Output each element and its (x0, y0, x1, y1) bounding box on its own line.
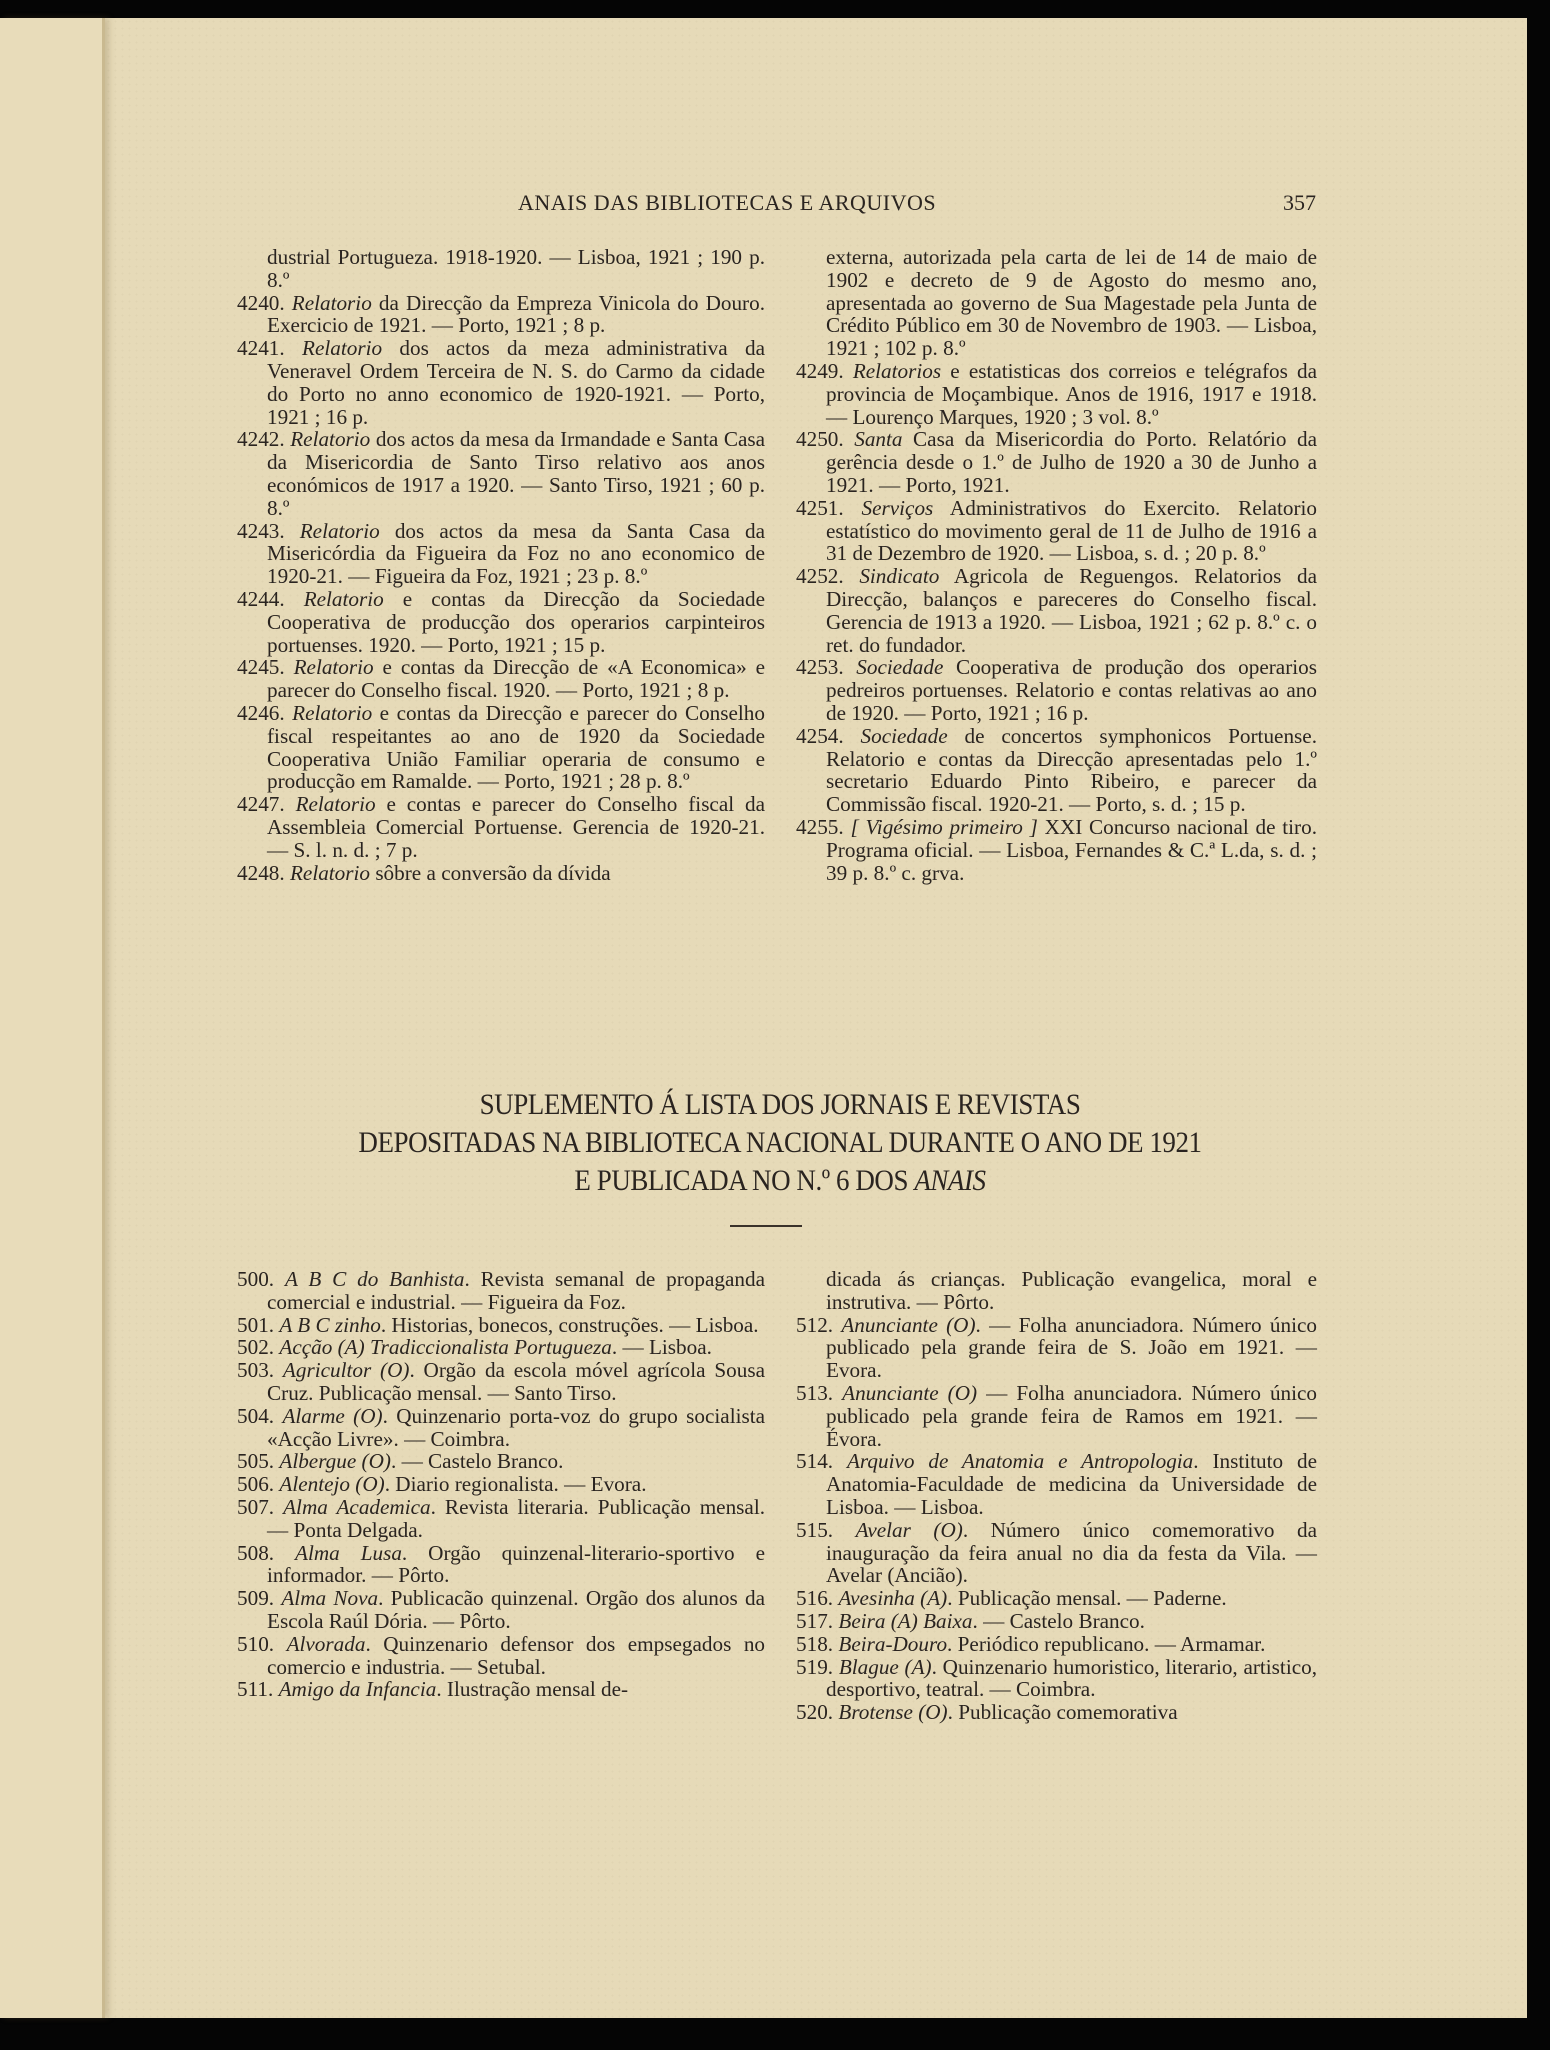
entry-number: 511. (237, 1677, 274, 1702)
entry-title: Arquivo de Anatomia e Antropologia (846, 1449, 1194, 1474)
bibliography-entry (237, 1678, 765, 1701)
entry-title: Relatorio (292, 700, 373, 725)
section-heading-anais: ANAIS (914, 1164, 986, 1197)
entry-title: Alvorada (286, 1631, 366, 1656)
entry-text: externa, autorizada pela carta de lei de 14 de maio de 1902 e decreto de 9 de Agosto do mesmo ano, apresentada ao governo de Sua Magestade pela Junta de Crédito Público em 30 de Novembro de 1903. — Lisboa, 1921 ; 102 p. 8.º (826, 245, 1317, 361)
entry-text: . Publicacão quinzenal. Orgão dos alunos da Escola Raúl Dória. — Pôrto. (267, 1586, 765, 1633)
entry-title: Alma Lusa (295, 1540, 402, 1565)
section-heading (285, 1086, 1275, 1200)
entry-title: Serviços (861, 495, 934, 520)
entry-text: . Revista literaria. Publicação mensal. — Ponta Delgada. (267, 1494, 766, 1542)
entry-text: . Publicação comemorativa (947, 1700, 1178, 1725)
section-divider (730, 1225, 802, 1227)
entry-title: Alma Nova (281, 1586, 379, 1611)
section-heading-line-3 (285, 1162, 1275, 1200)
entry-number: 501. (237, 1312, 275, 1337)
entry-text: — Folha anunciadora. Número único publicado pela grande feira de Ramos em 1921. — Évora. (826, 1380, 1318, 1451)
bibliography-entry (237, 520, 765, 588)
bibliography-entry (796, 1587, 1317, 1610)
entry-number: 510. (237, 1631, 275, 1656)
entry-text: . Quinzenario porta-voz do grupo socialista «Acção Livre». — Coimbra. (267, 1403, 765, 1451)
bibliography-entry (796, 1701, 1317, 1724)
entry-text: . Quinzenario humoristico, literario, artistico, desportivo, teatral. — Coimbra. (826, 1654, 1317, 1702)
bibliography-entry (237, 1359, 765, 1405)
entry-text: Casa da Misericordia do Porto. Relatório da gerência desde o 1.º de Julho de 1920 a 30 de Junho a 1921. — Porto, 1921. (826, 427, 1317, 497)
entry-text: . Periódico republicano. — Armamar. (947, 1631, 1266, 1656)
entry-text: . Historias, bonecos, construções. — Lisboa. (380, 1312, 759, 1337)
bibliography-entry (237, 337, 765, 428)
entry-number: 4243. (237, 518, 285, 543)
section-heading-line-3-text: E PUBLICADA NO N.º 6 DOS (574, 1164, 915, 1197)
entry-text: XXI Concurso nacional de tiro. Programa oficial. — Lisboa, Fernandes & C.ª L.da, s. d. ; 39 p. 8.º c. grva. (826, 814, 1318, 885)
entry-title: Agricultor (O) (282, 1358, 410, 1383)
entry-text: . Orgão da escola móvel agrícola Sousa Cruz. Publicação mensal. — Santo Tirso. (267, 1358, 765, 1405)
section-heading-line-1: SUPLEMENTO Á LISTA DOS JORNAIS E REVISTAS (479, 1088, 1081, 1121)
entry-text: e contas da Direcção e parecer do Conselho fiscal respeitantes ao ano de 1920 da Sociedade Cooperativa União Familiar operaria de consumo e producção em Ramalde. — Porto, 1921 ; 28 p. 8.º (267, 700, 765, 794)
entry-number: 520. (796, 1700, 834, 1725)
entry-text: . Revista semanal de propaganda comercial e industrial. — Figueira da Foz. (267, 1267, 765, 1314)
entry-number: 4246. (237, 700, 285, 725)
bibliography-entry (796, 360, 1317, 428)
entry-title: Relatorio (295, 792, 376, 817)
entry-title: Santa (854, 427, 903, 452)
entry-title: Avelar (O) (855, 1517, 963, 1542)
entry-number: 4247. (237, 792, 285, 817)
entry-text: de concertos symphonicos Portuense. Relatorio e contas da Direcção apresentadas pelo 1.º secretario Eduardo Pinto Ribeiro, e parecer da Commissão fiscal. 1920-21. — Porto, s. d. ; 15 p. (826, 723, 1317, 817)
entry-number: 512. (796, 1312, 834, 1337)
bibliography-entry (237, 656, 765, 702)
entry-title: A B C zinho (279, 1312, 381, 1337)
running-header (0, 190, 1527, 220)
entry-number: 4240. (237, 290, 285, 315)
entry-number: 4255. (796, 814, 844, 839)
entry-text: . Quinzenario defensor dos empsegados no comercio e industria. — Setubal. (267, 1631, 766, 1679)
entry-text: dustrial Portugueza. 1918-1920. — Lisboa, 1921 ; 190 p. 8.º (267, 245, 765, 292)
entry-text: . Instituto de Anatomia-Faculdade de medicina da Universidade de Lisboa. — Lisboa. (826, 1449, 1317, 1519)
bibliography-entry (796, 1450, 1317, 1518)
entry-text: sôbre a conversão da dívida (370, 860, 611, 885)
entry-title: A B C do Banhista (284, 1267, 465, 1291)
entry-title: Sociedade (856, 655, 944, 680)
bibliography-entry (237, 1473, 765, 1496)
bibliography-entry (796, 816, 1317, 884)
entry-title: Anunciante (O) (842, 1380, 978, 1405)
entry-title: Brotense (O) (838, 1700, 948, 1725)
bibliography-entry (796, 1656, 1317, 1702)
page-number: 357 (1283, 190, 1316, 215)
entry-title: Blague (A) (838, 1654, 932, 1679)
bibliography-entry (237, 588, 765, 656)
bibliography-entry (796, 1382, 1317, 1450)
bibliography-entry-continuation (796, 1268, 1317, 1314)
running-title: ANAIS DAS BIBLIOTECAS E ARQUIVOS (518, 190, 937, 215)
entry-text: . Número único comemorativo da inauguração da feira anual no dia da festa da Vila. — Avelar (Ancião). (826, 1517, 1318, 1588)
entry-title: Alentejo (O) (279, 1472, 385, 1497)
bibliography-entry (796, 1519, 1317, 1587)
bibliography-entry (237, 1405, 765, 1451)
entry-text: . Ilustração mensal de- (436, 1677, 629, 1702)
bibliography-entry (237, 1450, 765, 1473)
entry-text: e contas da Direcção da Sociedade Cooperativa de producção dos operarios carpinteiros portuenses. 1920. — Porto, 1921 ; 15 p. (267, 586, 765, 657)
entry-text: dos actos da meza administrativa da Veneravel Ordem Terceira de N. S. do Carmo da cidade do Porto no anno economico de 1920-1921. — Porto, 1921 ; 16 p. (267, 336, 765, 429)
entry-title: Alma Academica (283, 1494, 431, 1519)
entry-title: Beira (A) Baixa (838, 1608, 973, 1633)
entry-number: 516. (796, 1586, 834, 1611)
previous-page-edge (0, 18, 105, 2018)
top-left-column (237, 246, 765, 884)
entry-title: Acção (A) Tradiccionalista Portugueza (279, 1335, 612, 1360)
bibliography-entry (237, 1633, 765, 1679)
entry-text: dos actos da mesa da Santa Casa da Misericórdia da Figueira da Foz no ano economico de 1920-21. — Figueira da Foz, 1921 ; 23 p. 8.º (267, 518, 765, 589)
entry-number: 4244. (237, 586, 285, 611)
entry-number: 507. (237, 1494, 275, 1519)
entry-title: Alarme (O) (282, 1403, 383, 1428)
entry-text: . — Castelo Branco. (972, 1608, 1145, 1633)
entry-number: 515. (796, 1517, 834, 1542)
entry-number: 514. (796, 1449, 834, 1474)
bibliography-entry (796, 656, 1317, 724)
entry-text: e estatisticas dos correios e telégrafos da provincia de Moçambique. Anos de 1916, 1917 e 1918. — Lourenço Marques, 1920 ; 3 vol. 8.º (826, 358, 1317, 429)
bibliography-entry-continuation (237, 246, 765, 292)
entry-text: e contas da Direcção de «A Economica» e parecer do Conselho fiscal. 1920. — Porto, 1921 ; 8 p. (267, 655, 765, 703)
entry-title: [ Vigésimo primeiro ] (850, 814, 1038, 839)
entry-title: Beira-Douro (838, 1631, 948, 1656)
entry-number: 4241. (237, 336, 285, 361)
bibliography-entry-continuation (796, 246, 1317, 360)
bibliography-entry (237, 1336, 765, 1359)
entry-number: 502. (237, 1335, 275, 1360)
top-right-column (796, 246, 1317, 884)
entry-number: 518. (796, 1631, 834, 1656)
bibliography-entry (237, 1314, 765, 1337)
entry-text: dicada ás crianças. Publicação evangelica, moral e instrutiva. — Pôrto. (826, 1267, 1317, 1314)
bibliography-entry (237, 793, 765, 861)
entry-title: Sociedade (860, 723, 948, 748)
entry-number: 4254. (796, 723, 844, 748)
entry-number: 4249. (796, 358, 844, 383)
entry-title: Relatorio (302, 336, 383, 361)
bibliography-entry (237, 292, 765, 338)
entry-number: 519. (796, 1654, 834, 1679)
entry-title: Avesinha (A) (838, 1586, 948, 1611)
entry-number: 4252. (796, 564, 844, 589)
entry-text: Administrativos do Exercito. Relatorio estatístico do movimento geral de 11 de Julho de 1916 a 31 de Dezembro de 1920. — Lisboa, s. d. ; 20 p. 8.º (826, 495, 1318, 566)
entry-title: Relatorio (293, 655, 374, 680)
bibliography-entry (237, 1542, 765, 1588)
entry-number: 4245. (237, 655, 285, 680)
bibliography-entry (796, 1314, 1317, 1382)
bibliography-entry (237, 862, 765, 885)
entry-number: 513. (796, 1380, 834, 1405)
entry-text: . — Folha anunciadora. Número único publicado pela grande feira de S. João em 1921. — Evora. (826, 1312, 1318, 1383)
entry-title: Albergue (O) (279, 1449, 391, 1474)
entry-title: Relatorio (289, 860, 371, 885)
scanned-page (0, 18, 1527, 2018)
bibliography-entry (237, 702, 765, 793)
bibliography-entry (237, 1268, 765, 1314)
entry-number: 4251. (796, 495, 844, 520)
bottom-left-column (237, 1268, 765, 1701)
entry-number: 505. (237, 1449, 275, 1474)
entry-number: 509. (237, 1586, 275, 1611)
entry-title: Relatorio (303, 586, 384, 611)
entry-text: Cooperativa de produção dos operarios pedreiros portuenses. Relatorio e contas relativas ao ano de 1920. — Porto, 1921 ; 16 p. (826, 655, 1317, 725)
entry-number: 506. (237, 1472, 275, 1497)
bibliography-entry (237, 1587, 765, 1633)
entry-number: 4248. (237, 860, 285, 885)
bibliography-entry (796, 1633, 1317, 1656)
entry-text: . — Lisboa. (611, 1335, 712, 1360)
entry-number: 500. (237, 1267, 275, 1291)
entry-title: Amigo da Infancia (278, 1677, 437, 1702)
bibliography-entry (237, 428, 765, 519)
entry-title: Relatorio (299, 518, 380, 543)
entry-number: 503. (237, 1358, 275, 1383)
entry-text: Agricola de Reguengos. Relatorios da Direcção, balanços e pareceres do Conselho fiscal. Gerencia de 1913 a 1920. — Lisboa, 1921 ; 62 p. 8.º c. o ret. do fundador. (826, 564, 1318, 657)
entry-number: 504. (237, 1403, 275, 1428)
entry-title: Relatorio (290, 427, 371, 452)
bottom-right-column (796, 1268, 1317, 1724)
entry-number: 508. (237, 1540, 275, 1565)
entry-text: . Publicação mensal. — Paderne. (947, 1586, 1227, 1611)
entry-title: Relatorio (291, 290, 372, 315)
entry-text: e contas e parecer do Conselho fiscal da Assembleia Comercial Portuense. Gerencia de 1920-21. — S. l. n. d. ; 7 p. (267, 792, 766, 862)
entry-number: 4242. (237, 427, 285, 452)
entry-text: . Orgão quinzenal-literario-sportivo e informador. — Pôrto. (267, 1540, 765, 1588)
bibliography-entry (796, 565, 1317, 656)
bibliography-entry (796, 725, 1317, 816)
bibliography-entry (796, 428, 1317, 496)
entry-text: . — Castelo Branco. (390, 1449, 564, 1474)
entry-number: 517. (796, 1608, 834, 1633)
entry-title: Sindicato (859, 564, 940, 589)
bibliography-entry (796, 1610, 1317, 1633)
entry-text: . Diario regionalista. — Evora. (384, 1472, 647, 1497)
entry-title: Relatorios (852, 358, 942, 383)
entry-text: da Direcção da Empreza Vinicola do Douro. Exercicio de 1921. — Porto, 1921 ; 8 p. (267, 290, 765, 338)
bibliography-entry (796, 497, 1317, 565)
section-heading-line-2: DEPOSITADAS NA BIBLIOTECA NACIONAL DURANTE O ANO DE 1921 (358, 1126, 1202, 1159)
entry-number: 4250. (796, 427, 844, 452)
entry-title: Anunciante (O) (841, 1312, 976, 1337)
entry-number: 4253. (796, 655, 844, 680)
entry-text: dos actos da mesa da Irmandade e Santa Casa da Misericordia de Santo Tirso relativo aos anos económicos de 1917 a 1920. — Santo Tirso, 1921 ; 60 p. 8.º (267, 427, 766, 520)
bibliography-entry (237, 1496, 765, 1542)
